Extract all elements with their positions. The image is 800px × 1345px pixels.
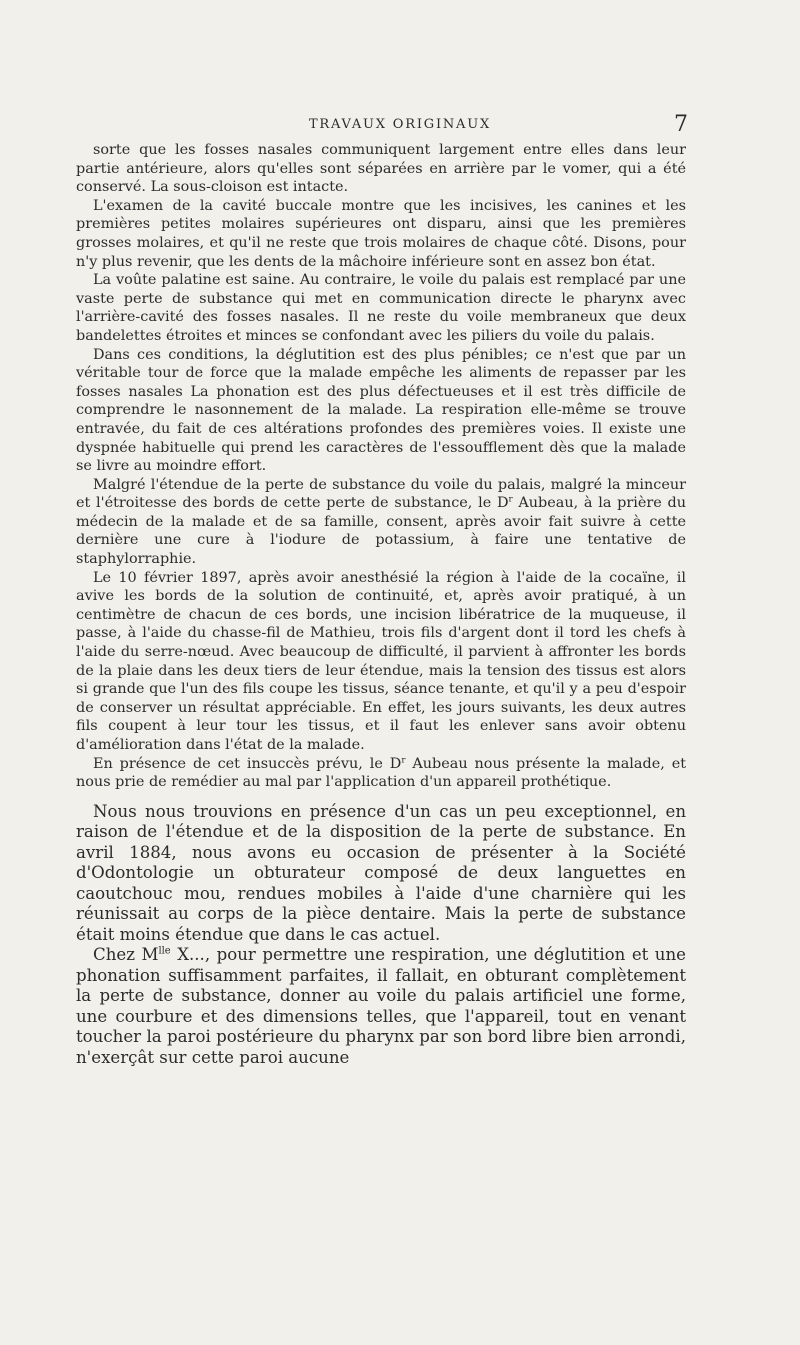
author-commentary-section bbox=[76, 802, 686, 1069]
paragraph: Nous nous trouvions en présence d'un cas un peu exceptionnel, en raison de l'étendue et de la disposition de la perte de substance. En avril 1884, nous avons eu occasion de présenter à la Société d'Odontologie un obturateur composé de deux languettes en caoutchouc mou, rendues mobiles à l'aide d'une charnière qui les réunissait au corps de la pièce dentaire. Mais la perte de substance était moins étendue que dans le cas actuel. bbox=[76, 801, 686, 944]
paragraph: Le 10 février 1897, après avoir anesthésié la région à l'aide de la cocaïne, il avive les bords de la solution de continuité, et, après avoir pratiqué, à un centimètre de chacun de ces bords, une incision libératrice de la muqueuse, il passe, à l'aide du chasse-fil de Mathieu, trois fils d'argent dont il tord les chefs à l'aide du serre-nœud. Avec beaucoup de difficulté, il parvient à affronter les bords de la plaie dans les deux tiers de leur étendue, mais la tension des tissus est alors si grande que l'un des fils coupe les tissus, séance tenante, et qu'il y a peu d'espoir de conserver un résultat appréciable. En effet, les jours suivants, les deux autres fils coupent à leur tour les tissus, et il faut les enlever sans avoir obtenu d'amélioration dans l'état de la malade. bbox=[76, 569, 686, 753]
case-report-section bbox=[76, 141, 686, 792]
paragraph: L'examen de la cavité buccale montre que les incisives, les canines et les premières petites molaires supérieures ont disparu, ainsi que les premières grosses molaires, et qu'il ne reste que trois molaires de chaque côté. Disons, pour n'y plus revenir, que les dents de la mâchoire inférieure sont en assez bon état. bbox=[76, 197, 686, 270]
paragraph: Dans ces conditions, la déglutition est des plus pénibles; ce n'est que par un véritable tour de force que la malade empêche les aliments de repasser par les fosses nasales La phonation est des plus défectueuses et il est très difficile de comprendre le nasonnement de la malade. La respiration elle-même se trouve entravée, du fait de ces altérations profondes des premières voies. Il existe une dyspnée habituelle qui prend les caractères de l'essoufflement dès que la malade se livre au moindre effort. bbox=[76, 346, 686, 475]
paragraph: sorte que les fosses nasales communiquent largement entre elles dans leur partie antérieure, alors qu'elles sont séparées en arrière par le vomer, qui a été conservé. La sous-cloison est intacte. bbox=[76, 142, 686, 196]
running-header bbox=[0, 112, 800, 136]
paragraph: Malgré l'étendue de la perte de substance du voile du palais, malgré la minceur et l'étroitesse des bords de cette perte de substance, le $D^r$ Aubeau, à la prière du médecin de la malade et de sa famille, consent, après avoir fait suivre à cette dernière une cure à l'iodure de potassium, à faire une tentative de staphylorraphie. bbox=[76, 476, 686, 568]
page-number: 7 bbox=[674, 112, 688, 137]
paragraph: En présence de cet insuccès prévu, le $D^r$ Aubeau nous présente la malade, et nous prie de remédier au mal par l'application d'un appareil prothétique. bbox=[76, 754, 686, 791]
paragraph: La voûte palatine est saine. Au contraire, le voile du palais est remplacé par une vaste perte de substance qui met en communication directe le pharynx avec l'arrière-cavité des fosses nasales. Il ne reste du voile membraneux que deux bandelettes étroites et minces se confondant avec les piliers du voile du palais. bbox=[76, 272, 686, 344]
paragraph: Chez $M^{lle}$ X..., pour permettre une respiration, une déglutition et une phonation suffisamment parfaites, il fallait, en obturant complètement la perte de substance, donner au voile du palais artificiel une forme, une courbure et des dimensions telles, que l'appareil, tout en venant toucher la paroi postérieure du pharynx par son bord libre bien arrondi, n'exerçât sur cette paroi aucune bbox=[76, 945, 687, 1067]
running-title: TRAVAUX ORIGINAUX bbox=[308, 117, 492, 132]
body-text bbox=[76, 141, 686, 1068]
